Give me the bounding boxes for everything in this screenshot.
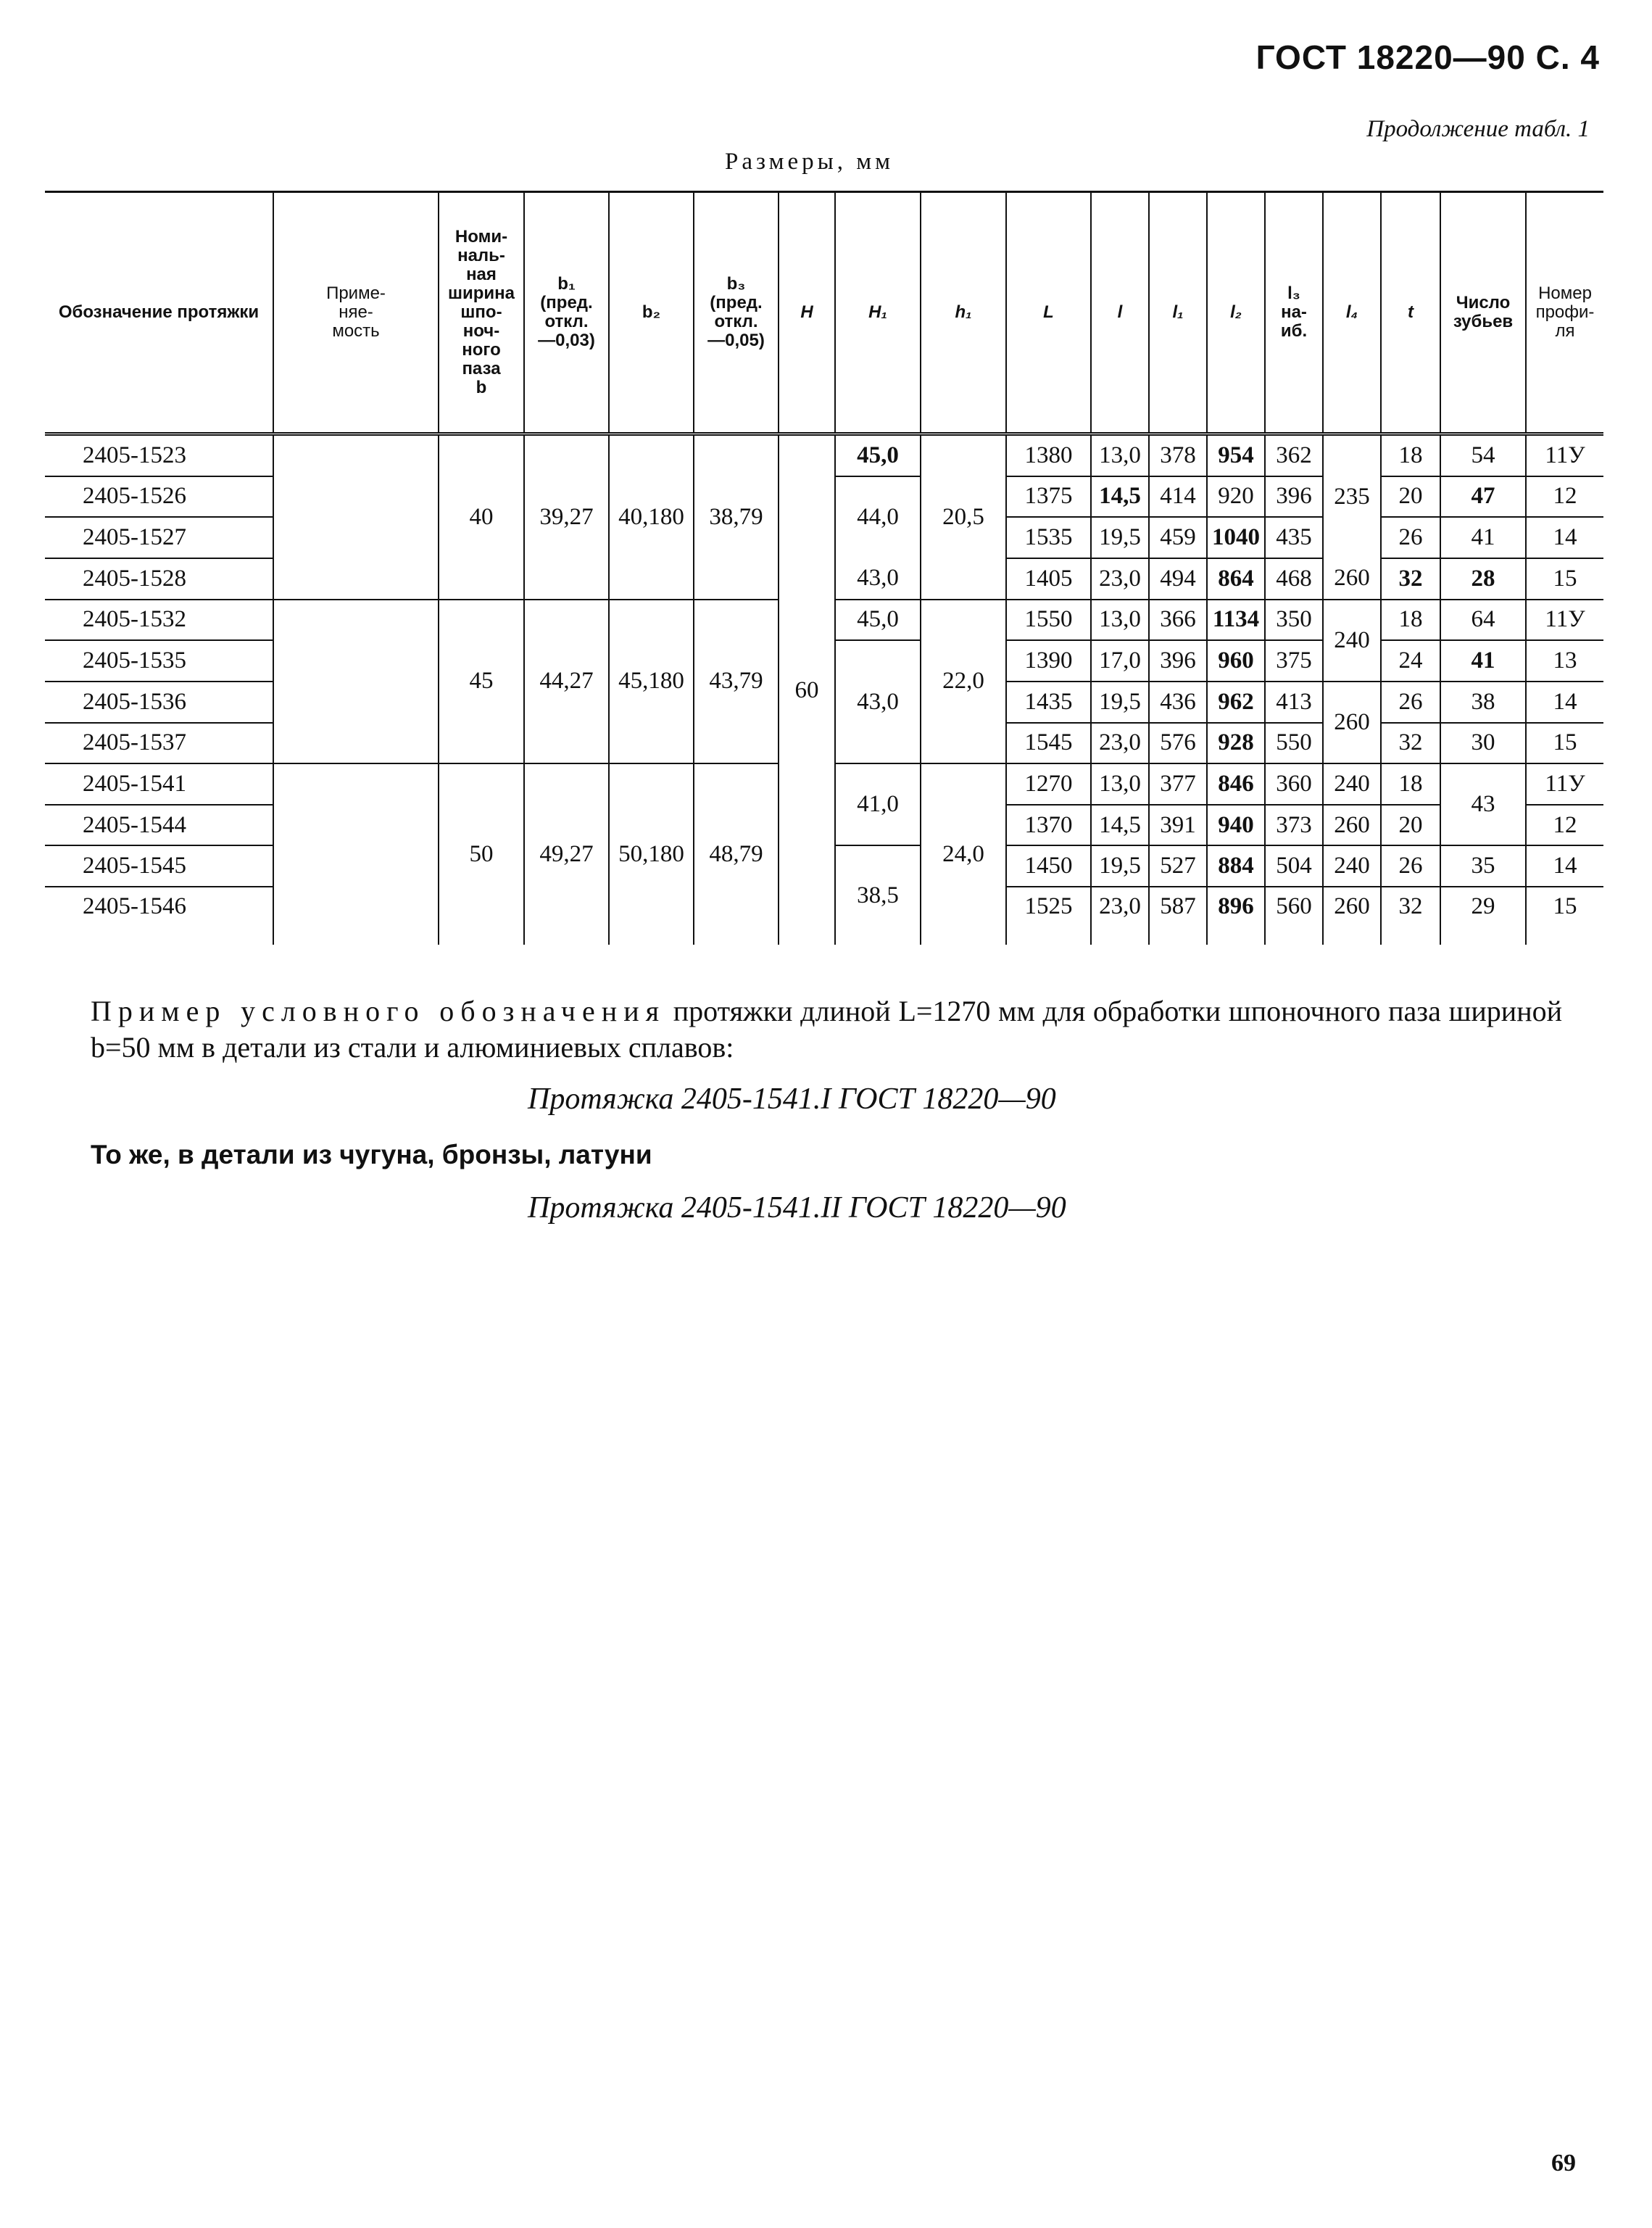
- cell-t: 26: [1381, 517, 1440, 558]
- cell-code: 2405-1545: [45, 845, 273, 887]
- paragraph-text: протяжки длиной L=1270 мм для обработки шпоночного паза шириной b=50 мм в детали из стали и алюминиевых сплавов:: [91, 995, 1563, 1064]
- document-header: ГОСТ 18220—90 С. 4: [1255, 38, 1600, 76]
- example-designation-2: Протяжка 2405-1541.II ГОСТ 18220—90: [528, 1191, 1066, 1225]
- cell-l2: 1134: [1207, 600, 1265, 641]
- cell-H1: 41,0: [835, 763, 921, 845]
- cell-l: 13,0: [1091, 763, 1149, 805]
- same-for-cast-iron-text: То же, в детали из чугуна, бронзы, латуни: [91, 1140, 652, 1169]
- cell-l2: 928: [1207, 723, 1265, 764]
- cell-t: 26: [1381, 845, 1440, 887]
- cell-b1: 49,27: [524, 763, 609, 945]
- cell-teeth: 28: [1440, 558, 1526, 600]
- cell-l4: 260: [1323, 558, 1381, 600]
- cell-L: 1270: [1006, 763, 1091, 805]
- table-row: [45, 434, 1603, 476]
- paragraph-spaced-lead: Пример условного обозначения: [91, 995, 666, 1027]
- cell-profile: 11У: [1526, 600, 1603, 641]
- col-header-l1: l₁: [1149, 192, 1207, 434]
- cell-t: 18: [1381, 434, 1440, 476]
- cell-l2: 940: [1207, 805, 1265, 846]
- cell-l1: 414: [1149, 476, 1207, 518]
- cell-code: 2405-1528: [45, 558, 273, 600]
- cell-l4: 235: [1323, 434, 1381, 558]
- cell-l: 19,5: [1091, 845, 1149, 887]
- cell-code: 2405-1535: [45, 640, 273, 682]
- cell-l3: 375: [1265, 640, 1323, 682]
- cell-l: 23,0: [1091, 723, 1149, 764]
- cell-L: 1435: [1006, 682, 1091, 723]
- col-header-b3: b₃ (пред. откл. —0,05): [694, 192, 779, 434]
- cell-H: 60: [779, 434, 835, 945]
- dimensions-caption: Размеры, мм: [725, 149, 895, 175]
- table-header-row: [45, 192, 1603, 434]
- cell-l4: 240: [1323, 845, 1381, 887]
- cell-b3: 48,79: [694, 763, 779, 945]
- cell-l: 23,0: [1091, 558, 1149, 600]
- cell-L: 1405: [1006, 558, 1091, 600]
- cell-L: 1390: [1006, 640, 1091, 682]
- cell-L: 1535: [1006, 517, 1091, 558]
- cell-l3: 413: [1265, 682, 1323, 723]
- cell-l3: 362: [1265, 434, 1323, 476]
- cell-applicability: [273, 434, 439, 600]
- cell-code: 2405-1537: [45, 723, 273, 764]
- cell-l2: 954: [1207, 434, 1265, 476]
- cell-l3: 360: [1265, 763, 1323, 805]
- cell-l: 19,5: [1091, 682, 1149, 723]
- cell-code: 2405-1526: [45, 476, 273, 518]
- cell-l1: 366: [1149, 600, 1207, 641]
- cell-H1: 45,0: [835, 600, 921, 641]
- cell-teeth: 41: [1440, 640, 1526, 682]
- cell-l2: 846: [1207, 763, 1265, 805]
- cell-l2: 1040: [1207, 517, 1265, 558]
- cell-l3: 504: [1265, 845, 1323, 887]
- cell-profile: 13: [1526, 640, 1603, 682]
- cell-code: 2405-1527: [45, 517, 273, 558]
- table-continuation-note: Продолжение табл. 1: [1366, 116, 1590, 142]
- cell-L: 1550: [1006, 600, 1091, 641]
- cell-L: 1375: [1006, 476, 1091, 518]
- cell-l4: 260: [1323, 682, 1381, 763]
- cell-profile: 14: [1526, 845, 1603, 887]
- cell-l2: 864: [1207, 558, 1265, 600]
- cell-l4: 240: [1323, 600, 1381, 682]
- designation-example-paragraph: [91, 993, 1562, 1066]
- page-number: 69: [1551, 2150, 1576, 2177]
- cell-L: 1545: [1006, 723, 1091, 764]
- cell-l: 17,0: [1091, 640, 1149, 682]
- cell-l1: 377: [1149, 763, 1207, 805]
- cell-code: 2405-1536: [45, 682, 273, 723]
- cell-l: 13,0: [1091, 434, 1149, 476]
- col-header-l: l: [1091, 192, 1149, 434]
- col-header-l4: l₄: [1323, 192, 1381, 434]
- cell-l4: 260: [1323, 805, 1381, 846]
- col-header-b2: b₂: [609, 192, 694, 434]
- example-designation-1: Протяжка 2405-1541.I ГОСТ 18220—90: [528, 1082, 1056, 1116]
- cell-l1: 396: [1149, 640, 1207, 682]
- cell-l2: 884: [1207, 845, 1265, 887]
- cell-teeth: 41: [1440, 517, 1526, 558]
- col-header-L: L: [1006, 192, 1091, 434]
- cell-profile: 11У: [1526, 434, 1603, 476]
- cell-H1: 44,0: [835, 476, 921, 558]
- cell-t: 18: [1381, 763, 1440, 805]
- cell-teeth: 30: [1440, 723, 1526, 764]
- cell-L: 1380: [1006, 434, 1091, 476]
- cell-l2: 896: [1207, 887, 1265, 945]
- cell-teeth: 43: [1440, 763, 1526, 845]
- col-header-teeth: Число зубьев: [1440, 192, 1526, 434]
- cell-t: 32: [1381, 558, 1440, 600]
- col-header-b1: b₁ (пред. откл. —0,03): [524, 192, 609, 434]
- col-header-applicability: Приме- няе- мость: [273, 192, 439, 434]
- cell-H1: 38,5: [835, 845, 921, 945]
- cell-l3: 468: [1265, 558, 1323, 600]
- cell-l3: 350: [1265, 600, 1323, 641]
- col-header-h1: h₁: [921, 192, 1006, 434]
- cell-teeth: 64: [1440, 600, 1526, 641]
- cell-l1: 459: [1149, 517, 1207, 558]
- cell-H1: 43,0: [835, 640, 921, 763]
- col-header-H: H: [779, 192, 835, 434]
- cell-l4: 260: [1323, 887, 1381, 945]
- cell-b2: 45,180: [609, 600, 694, 764]
- col-header-l2: l₂: [1207, 192, 1265, 434]
- cell-teeth: 47: [1440, 476, 1526, 518]
- cell-b: 45: [439, 600, 524, 764]
- cell-l2: 960: [1207, 640, 1265, 682]
- cell-b: 50: [439, 763, 524, 945]
- cell-b3: 43,79: [694, 600, 779, 764]
- cell-b: 40: [439, 434, 524, 600]
- cell-profile: 11У: [1526, 763, 1603, 805]
- cell-code: 2405-1544: [45, 805, 273, 846]
- col-header-code: Обозначение протяжки: [45, 192, 273, 434]
- cell-l4: 240: [1323, 763, 1381, 805]
- cell-code: 2405-1523: [45, 434, 273, 476]
- cell-L: 1370: [1006, 805, 1091, 846]
- cell-b2: 40,180: [609, 434, 694, 600]
- broach-spec-table: [45, 191, 1603, 945]
- cell-code: 2405-1532: [45, 600, 273, 641]
- cell-profile: 12: [1526, 476, 1603, 518]
- cell-b1: 44,27: [524, 600, 609, 764]
- cell-h1: 20,5: [921, 434, 1006, 600]
- cell-l3: 550: [1265, 723, 1323, 764]
- col-header-H1: H₁: [835, 192, 921, 434]
- cell-l1: 494: [1149, 558, 1207, 600]
- cell-l3: 396: [1265, 476, 1323, 518]
- cell-t: 20: [1381, 805, 1440, 846]
- cell-l3: 435: [1265, 517, 1323, 558]
- cell-l: 13,0: [1091, 600, 1149, 641]
- cell-l1: 436: [1149, 682, 1207, 723]
- cell-applicability: [273, 600, 439, 764]
- cell-b1: 39,27: [524, 434, 609, 600]
- cell-applicability: [273, 763, 439, 945]
- cell-l: 14,5: [1091, 805, 1149, 846]
- cell-l1: 576: [1149, 723, 1207, 764]
- cell-teeth: 29: [1440, 887, 1526, 945]
- cell-profile: 15: [1526, 887, 1603, 945]
- cell-b3: 38,79: [694, 434, 779, 600]
- cell-h1: 22,0: [921, 600, 1006, 764]
- cell-l2: 962: [1207, 682, 1265, 723]
- col-header-profile: Номер профи- ля: [1526, 192, 1603, 434]
- cell-t: 32: [1381, 887, 1440, 945]
- cell-H1: 45,0: [835, 434, 921, 476]
- col-header-b: Номи- наль- ная ширина шпо- ноч- ного паза b: [439, 192, 524, 434]
- cell-l3: 560: [1265, 887, 1323, 945]
- cell-H1: 43,0: [835, 558, 921, 600]
- cell-profile: 14: [1526, 517, 1603, 558]
- cell-teeth: 35: [1440, 845, 1526, 887]
- cell-l2: 920: [1207, 476, 1265, 518]
- cell-l1: 527: [1149, 845, 1207, 887]
- cell-l: 23,0: [1091, 887, 1149, 945]
- cell-profile: 14: [1526, 682, 1603, 723]
- cell-t: 32: [1381, 723, 1440, 764]
- cell-teeth: 54: [1440, 434, 1526, 476]
- cell-h1: 24,0: [921, 763, 1006, 945]
- cell-code: 2405-1541: [45, 763, 273, 805]
- cell-profile: 15: [1526, 558, 1603, 600]
- cell-profile: 15: [1526, 723, 1603, 764]
- cell-l3: 373: [1265, 805, 1323, 846]
- cell-profile: 12: [1526, 805, 1603, 846]
- cell-code: 2405-1546: [45, 887, 273, 945]
- col-header-t: t: [1381, 192, 1440, 434]
- cell-t: 24: [1381, 640, 1440, 682]
- cell-l1: 391: [1149, 805, 1207, 846]
- cell-b2: 50,180: [609, 763, 694, 945]
- cell-t: 20: [1381, 476, 1440, 518]
- cell-t: 18: [1381, 600, 1440, 641]
- col-header-l3: l₃ на- иб.: [1265, 192, 1323, 434]
- cell-l1: 587: [1149, 887, 1207, 945]
- cell-L: 1450: [1006, 845, 1091, 887]
- cell-teeth: 38: [1440, 682, 1526, 723]
- cell-l1: 378: [1149, 434, 1207, 476]
- cell-l: 14,5: [1091, 476, 1149, 518]
- cell-t: 26: [1381, 682, 1440, 723]
- cell-l: 19,5: [1091, 517, 1149, 558]
- cell-L: 1525: [1006, 887, 1091, 945]
